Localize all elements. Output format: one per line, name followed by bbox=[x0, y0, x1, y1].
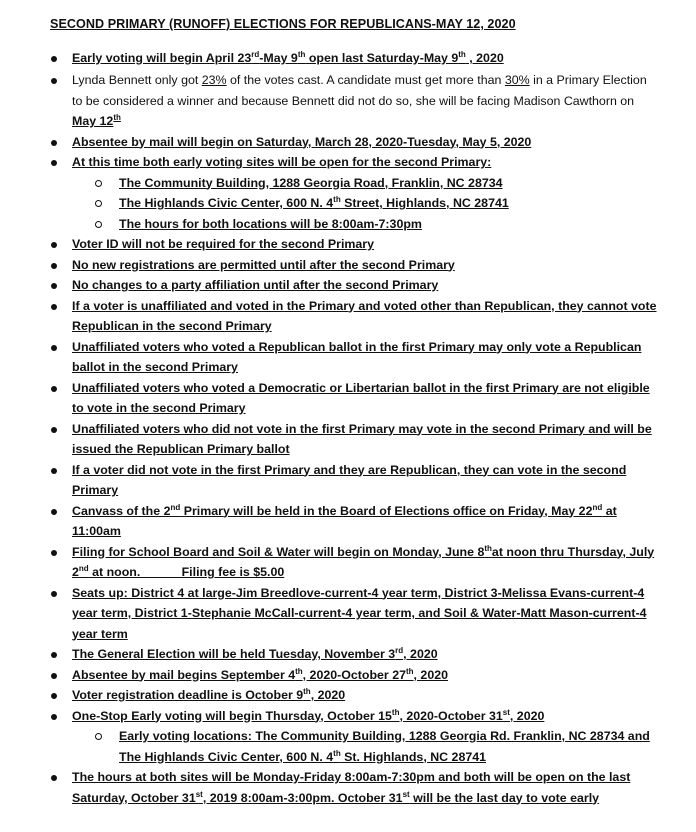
document-title: SECOND PRIMARY (RUNOFF) ELECTIONS FOR REPUBLICANS-MAY 12, 2020 bbox=[50, 17, 516, 31]
bullet-icon bbox=[51, 263, 57, 269]
list-item-voter-id: Voter ID will not be required for the second Primary bbox=[0, 234, 696, 255]
sub-bullet-icon bbox=[95, 180, 102, 187]
bullet-icon bbox=[51, 140, 57, 146]
list-item-sites-open: At this time both early voting sites will be open for the second Primary: bbox=[0, 152, 696, 173]
sublist-item-site2: The Highlands Civic Center, 600 N. 4th Street, Highlands, NC 28741 bbox=[0, 193, 696, 214]
bullet-icon bbox=[51, 775, 57, 781]
bullet-icon bbox=[51, 56, 57, 62]
sublist-item-hours: The hours for both locations will be 8:00am-7:30pm bbox=[0, 214, 696, 235]
bullet-icon bbox=[51, 427, 57, 433]
bullet-icon bbox=[51, 693, 57, 699]
sublist-item-fall-locations: Early voting locations: The Community Building, 1288 Georgia Rd. Franklin, NC 28734 and The Highlands Civic Center, 600 N. 4th St. Highlands, NC 28741 bbox=[0, 726, 696, 767]
list-item-unaffiliated-none: Unaffiliated voters who did not vote in the first Primary may vote in the second Primary and will be issued the Republican Primary ballot bbox=[0, 419, 696, 460]
bullet-icon bbox=[51, 345, 57, 351]
list-item-absentee-spring: Absentee by mail will begin on Saturday, March 28, 2020-Tuesday, May 5, 2020 bbox=[0, 132, 696, 153]
list-item-absentee-fall: Absentee by mail begins September 4th, 2020-October 27th, 2020 bbox=[0, 665, 696, 686]
sublist-item-site1: The Community Building, 1288 Georgia Road, Franklin, NC 28734 bbox=[0, 173, 696, 194]
bullet-icon bbox=[51, 78, 57, 84]
list-item-no-party-changes: No changes to a party affiliation until after the second Primary bbox=[0, 275, 696, 296]
bullet-icon bbox=[51, 673, 57, 679]
sub-bullet-icon bbox=[95, 221, 102, 228]
list-item-registration-deadline: Voter registration deadline is October 9th, 2020 bbox=[0, 685, 696, 706]
bullet-icon bbox=[51, 550, 57, 556]
list-item-canvass: Canvass of the 2nd Primary will be held in the Board of Elections office on Friday, May 22nd at 11:00am bbox=[0, 501, 696, 542]
bullet-icon bbox=[51, 591, 57, 597]
list-item-one-stop: One-Stop Early voting will begin Thursday, October 15th, 2020-October 31st, 2020 bbox=[0, 706, 696, 727]
list-item-bennett: Lynda Bennett only got 23% of the votes cast. A candidate must get more than 30% in a Primary Election to be considered a winner and because Bennett did not do so, she will be facing Madison Cawthorn on May 12th bbox=[0, 70, 696, 132]
list-item-unaffiliated-other: If a voter is unaffiliated and voted in the Primary and voted other than Republican, they cannot vote Republican in the second Primary bbox=[0, 296, 696, 337]
list-item-no-registrations: No new registrations are permitted until after the second Primary bbox=[0, 255, 696, 276]
bullet-icon bbox=[51, 283, 57, 289]
bullet-icon bbox=[51, 242, 57, 248]
bullet-icon bbox=[51, 160, 57, 166]
sub-bullet-icon bbox=[95, 733, 102, 740]
list-item-republican-none: If a voter did not vote in the first Primary and they are Republican, they can vote in the second Primary bbox=[0, 460, 696, 501]
bullet-icon bbox=[51, 304, 57, 310]
bullet-icon bbox=[51, 509, 57, 515]
list-item-fall-hours: The hours at both sites will be Monday-Friday 8:00am-7:30pm and both will be open on the last Saturday, October 31st, 2019 8:00am-3:00pm. October 31st will be the last day to vote early bbox=[0, 767, 696, 808]
bullet-icon bbox=[51, 652, 57, 658]
bullet-list bbox=[0, 48, 696, 808]
list-item-filing: Filing for School Board and Soil & Water will begin on Monday, June 8that noon thru Thursday, July 2nd at noon. Filing fee is $5.00 bbox=[0, 542, 696, 583]
bullet-icon bbox=[51, 386, 57, 392]
list-item-general-election: The General Election will be held Tuesday, November 3rd, 2020 bbox=[0, 644, 696, 665]
list-item-early-voting: Early voting will begin April 23rd-May 9th open last Saturday-May 9th , 2020 bbox=[0, 48, 696, 70]
bullet-icon bbox=[51, 468, 57, 474]
list-item-unaffiliated-democratic: Unaffiliated voters who voted a Democratic or Libertarian ballot in the first Primary are not eligible to vote in the second Primary bbox=[0, 378, 696, 419]
list-item-unaffiliated-republican: Unaffiliated voters who voted a Republican ballot in the first Primary may only vote a Republican ballot in the second Primary bbox=[0, 337, 696, 378]
list-item-seats: Seats up: District 4 at large-Jim Breedlove-current-4 year term, District 3-Melissa Evans-current-4 year term, District 1-Stephanie McCall-current-4 year term, and Soil & Water-Matt Mason-current-4 year term bbox=[0, 583, 696, 645]
bullet-icon bbox=[51, 714, 57, 720]
sub-bullet-icon bbox=[95, 200, 102, 207]
